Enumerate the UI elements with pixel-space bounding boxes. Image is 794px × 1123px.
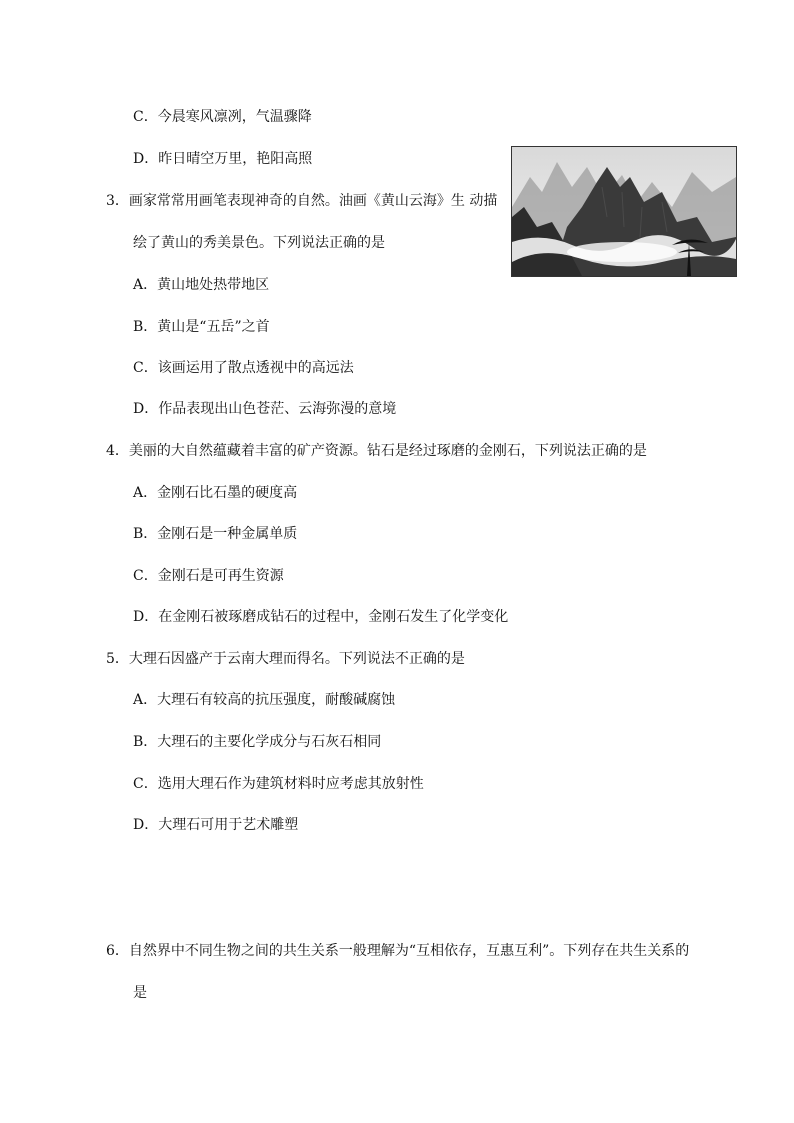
q6-stem-line1: 6．自然界中不同生物之间的共生关系一般理解为“互相依存，互惠互利”。下列存在共生关系的 <box>106 943 690 959</box>
q5-option-a: A．大理石有较高的抗压强度，耐酸碱腐蚀 <box>133 692 396 708</box>
q5-option-c: C．选用大理石作为建筑材料时应考虑其放射性 <box>133 776 424 792</box>
q3-option-c: C．该画运用了散点透视中的高远法 <box>133 360 354 376</box>
q4-stem: 4．美丽的大自然蕴藏着丰富的矿产资源。钻石是经过琢磨的金刚石，下列说法正确的是 <box>106 443 647 459</box>
q4-option-a: A．金刚石比石墨的硬度高 <box>133 485 298 501</box>
huangshan-painting-image <box>511 146 737 277</box>
q3-option-d: D．作品表现出山色苍茫、云海弥漫的意境 <box>133 401 397 417</box>
q4-option-c: C．金刚石是可再生资源 <box>133 568 284 584</box>
q4-option-b: B．金刚石是一种金属单质 <box>133 526 298 542</box>
q2-option-d: D．昨日晴空万里，艳阳高照 <box>133 151 313 167</box>
q4-option-d: D．在金刚石被琢磨成钻石的过程中，金刚石发生了化学变化 <box>133 609 509 625</box>
q3-option-b: B．黄山是“五岳”之首 <box>133 319 270 335</box>
q5-option-b: B．大理石的主要化学成分与石灰石相同 <box>133 734 382 750</box>
q3-stem-line1: 3．画家常常用画笔表现神奇的自然。油画《黄山云海》生 动描 <box>106 193 498 209</box>
q2-option-c: C．今晨寒风凛冽，气温骤降 <box>133 109 312 125</box>
q5-option-d: D．大理石可用于艺术雕塑 <box>133 817 299 833</box>
q3-option-a: A．黄山地处热带地区 <box>133 277 270 293</box>
q5-stem: 5．大理石因盛产于云南大理而得名。下列说法不正确的是 <box>106 651 465 667</box>
q3-stem-line2: 绘了黄山的秀美景色。下列说法正确的是 <box>133 235 385 251</box>
q6-stem-line2: 是 <box>133 985 147 1001</box>
